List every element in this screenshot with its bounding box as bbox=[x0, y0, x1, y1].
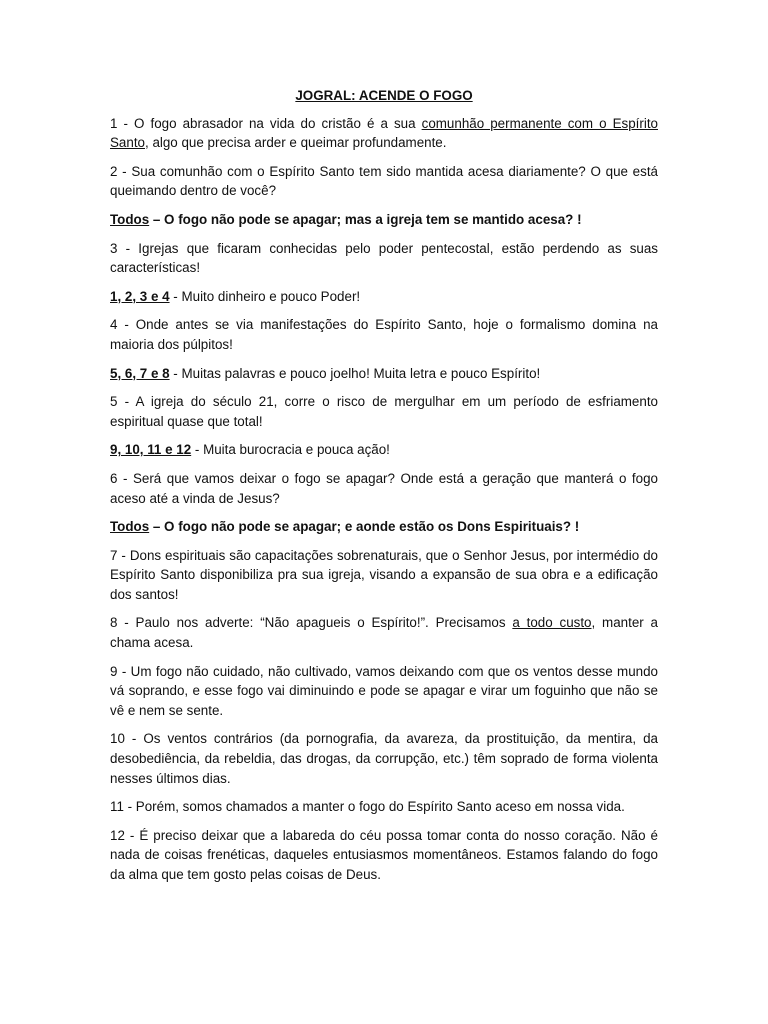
paragraph-12: 12 - É preciso deixar que a labareda do céu possa tomar conta do nosso coração. Não é nada de coisas frenéticas, daqueles entusiasmos momentâneos. Estamos falando do fogo da alma que tem gosto pelas coisas de Deus. bbox=[110, 827, 658, 882]
chorus-todos-2-text: – O fogo não pode se apagar; e aonde estão os Dons Espirituais? ! bbox=[149, 519, 580, 535]
chorus-todos-2 bbox=[110, 517, 658, 537]
group-line-3-label: 9, 10, 11 e 12 bbox=[110, 442, 192, 458]
paragraph-1-text-a: 1 - O fogo abrasador na vida do cristão é a sua bbox=[110, 115, 422, 131]
paragraph-5: 5 - A igreja do século 21, corre o risco de mergulhar em um período de esfriamento espiritual quase que total! bbox=[110, 394, 658, 429]
paragraph-2: 2 - Sua comunhão com o Espírito Santo tem sido mantida acesa diariamente? O que está queimando dentro de você? bbox=[110, 163, 658, 199]
group-line-1-label: 1, 2, 3 e 4 bbox=[110, 288, 170, 304]
group-line-2 bbox=[110, 364, 658, 384]
paragraph-1-underlined: comunhão permanente com o Espírito Santo bbox=[110, 115, 658, 151]
paragraph-4: 4 - Onde antes se via manifestações do Espírito Santo, hoje o formalismo domina na maioria dos púlpitos! bbox=[110, 317, 658, 352]
document-title: JOGRAL: ACENDE O FOGO bbox=[295, 88, 473, 103]
paragraph-1-text-b: , algo que precisa arder e queimar profundamente. bbox=[145, 135, 447, 151]
paragraph-11: 11 - Porém, somos chamados a manter o fogo do Espírito Santo aceso em nossa vida. bbox=[110, 799, 625, 815]
group-line-2-text: - Muitas palavras e pouco joelho! Muita letra e pouco Espírito! bbox=[169, 365, 541, 381]
chorus-todos-1-label: Todos bbox=[110, 211, 150, 227]
paragraph-8 bbox=[110, 613, 658, 652]
group-line-2-label: 5, 6, 7 e 8 bbox=[110, 365, 170, 381]
group-line-1-text: - Muito dinheiro e pouco Poder! bbox=[169, 288, 361, 304]
paragraph-10: 10 - Os ventos contrários (da pornografia, da avareza, da prostituição, da mentira, da desobediência, da rebeldia, das drogas, da corrupção, etc.) têm soprado de forma violenta nesses últimos dias. bbox=[110, 731, 658, 786]
paragraph-3: 3 - Igrejas que ficaram conhecidas pelo poder pentecostal, estão perdendo as suas características! bbox=[110, 240, 658, 276]
paragraph-8-text-b: , manter a chama acesa. bbox=[110, 615, 658, 651]
chorus-todos-2-label: Todos bbox=[110, 519, 150, 535]
group-line-3 bbox=[110, 440, 658, 460]
group-line-1 bbox=[110, 287, 658, 307]
document-page bbox=[110, 86, 658, 894]
paragraph-6: 6 - Será que vamos deixar o fogo se apagar? Onde está a geração que manterá o fogo aceso até a vinda de Jesus? bbox=[110, 470, 658, 506]
paragraph-1 bbox=[110, 114, 658, 153]
group-line-3-text: - Muita burocracia e pouca ação! bbox=[191, 442, 390, 458]
paragraph-8-text-a: 8 - Paulo nos adverte: “Não apagueis o Espírito!”. Precisamos bbox=[110, 615, 513, 631]
paragraph-7: 7 - Dons espirituais são capacitações sobrenaturais, que o Senhor Jesus, por intermédio do Espírito Santo disponibiliza pra sua igreja, visando a expansão de sua obra e a edificação dos santos! bbox=[110, 547, 658, 602]
chorus-todos-1 bbox=[110, 210, 658, 230]
paragraph-9: 9 - Um fogo não cuidado, não cultivado, vamos deixando com que os ventos desse mundo vá soprando, e esse fogo vai diminuindo e pode se apagar e virar um foguinho que não se vê e nem se sente. bbox=[110, 663, 658, 718]
paragraph-8-underlined: a todo custo bbox=[512, 615, 592, 631]
chorus-todos-1-text: – O fogo não pode se apagar; mas a igreja tem se mantido acesa? ! bbox=[149, 211, 582, 227]
